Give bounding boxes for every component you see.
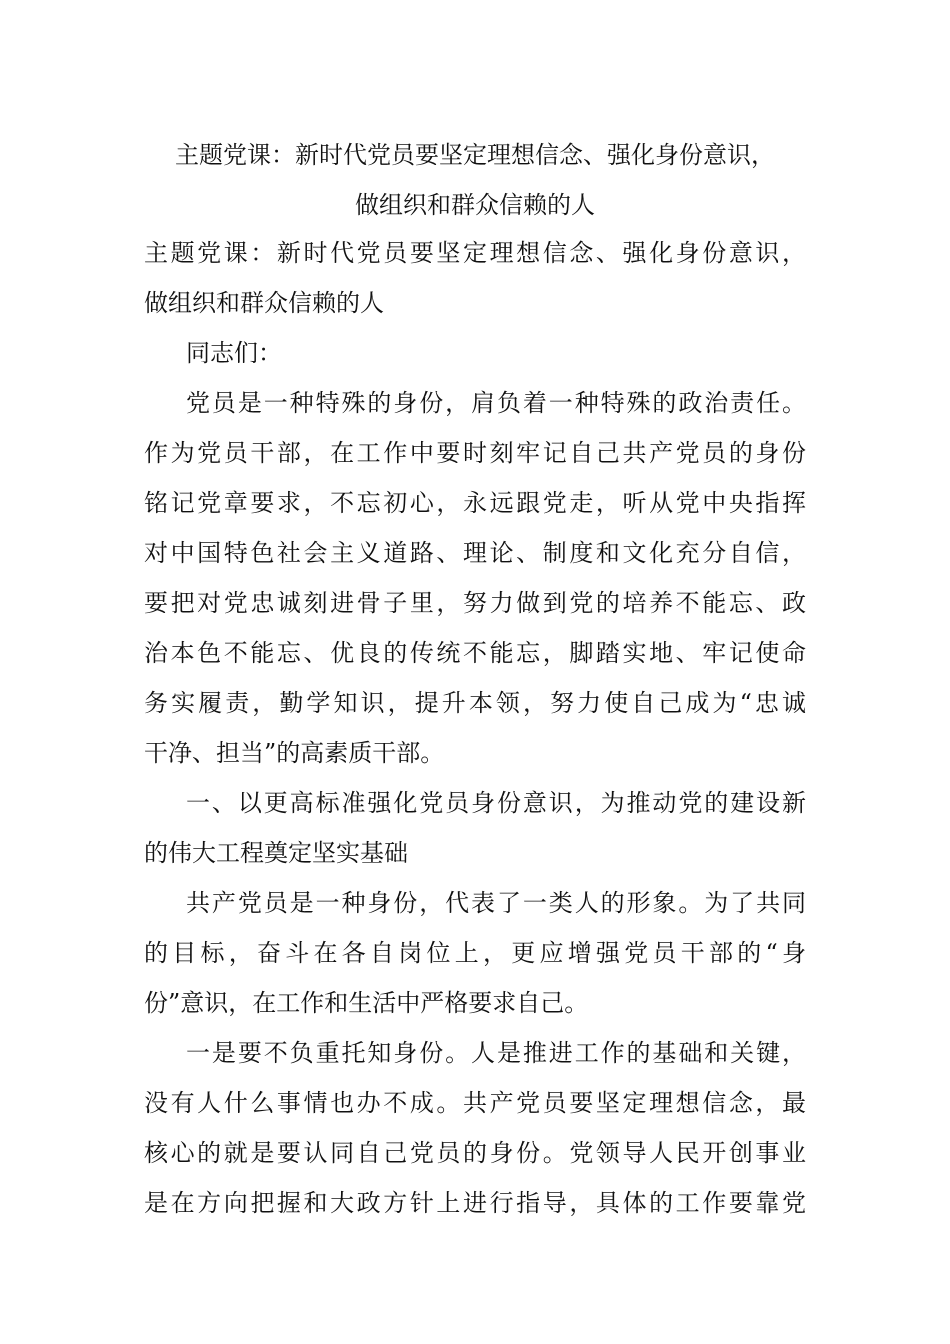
document-title	[144, 130, 806, 230]
text-line: 作为党员干部，在工作中要时刻牢记自己共产党员的身份	[144, 439, 806, 467]
text-line: 一、以更高标准强化党员身份意识，为推动党的建设新	[186, 789, 806, 817]
text-line: 份”意识，在工作和生活中严格要求自己。	[144, 989, 589, 1017]
document-body	[144, 228, 806, 1228]
text-line: 要把对党忠诚刻进骨子里，努力做到党的培养不能忘、政	[144, 589, 806, 617]
text-line: 一是要不负重托知身份。人是推进工作的基础和关键，	[186, 1039, 806, 1067]
text-line: 的伟大工程奠定坚实基础	[144, 839, 408, 867]
text-line: 务实履责，勤学知识，提升本领，努力使自己成为“忠诚	[144, 689, 806, 717]
text-line: 同志们：	[186, 339, 282, 367]
text-line: 共产党员是一种身份，代表了一类人的形象。为了共同	[186, 889, 806, 917]
text-line: 核心的就是要认同自己党员的身份。党领导人民开创事业	[144, 1139, 806, 1167]
text-line: 没有人什么事情也办不成。共产党员要坚定理想信念，最	[144, 1089, 806, 1117]
text-line: 主题党课：新时代党员要坚定理想信念、强化身份意识，	[144, 239, 806, 267]
text-line: 做组织和群众信赖的人	[144, 289, 384, 317]
text-line: 干净、担当”的高素质干部。	[144, 739, 445, 767]
text-line: 的目标，奋斗在各自岗位上，更应增强党员干部的“身	[144, 939, 806, 967]
text-line: 是在方向把握和大政方针上进行指导，具体的工作要靠党	[144, 1189, 806, 1217]
text-line: 党员是一种特殊的身份，肩负着一种特殊的政治责任。	[186, 389, 806, 417]
text-line: 铭记党章要求，不忘初心，永远跟党走，听从党中央指挥	[144, 489, 806, 517]
title-line-1: 主题党课：新时代党员要坚定理想信念、强化身份意识，	[175, 141, 775, 169]
title-line-2: 做组织和群众信赖的人	[355, 191, 595, 219]
text-line: 对中国特色社会主义道路、理论、制度和文化充分自信，	[144, 539, 806, 567]
text-line: 治本色不能忘、优良的传统不能忘，脚踏实地、牢记使命	[144, 639, 806, 667]
